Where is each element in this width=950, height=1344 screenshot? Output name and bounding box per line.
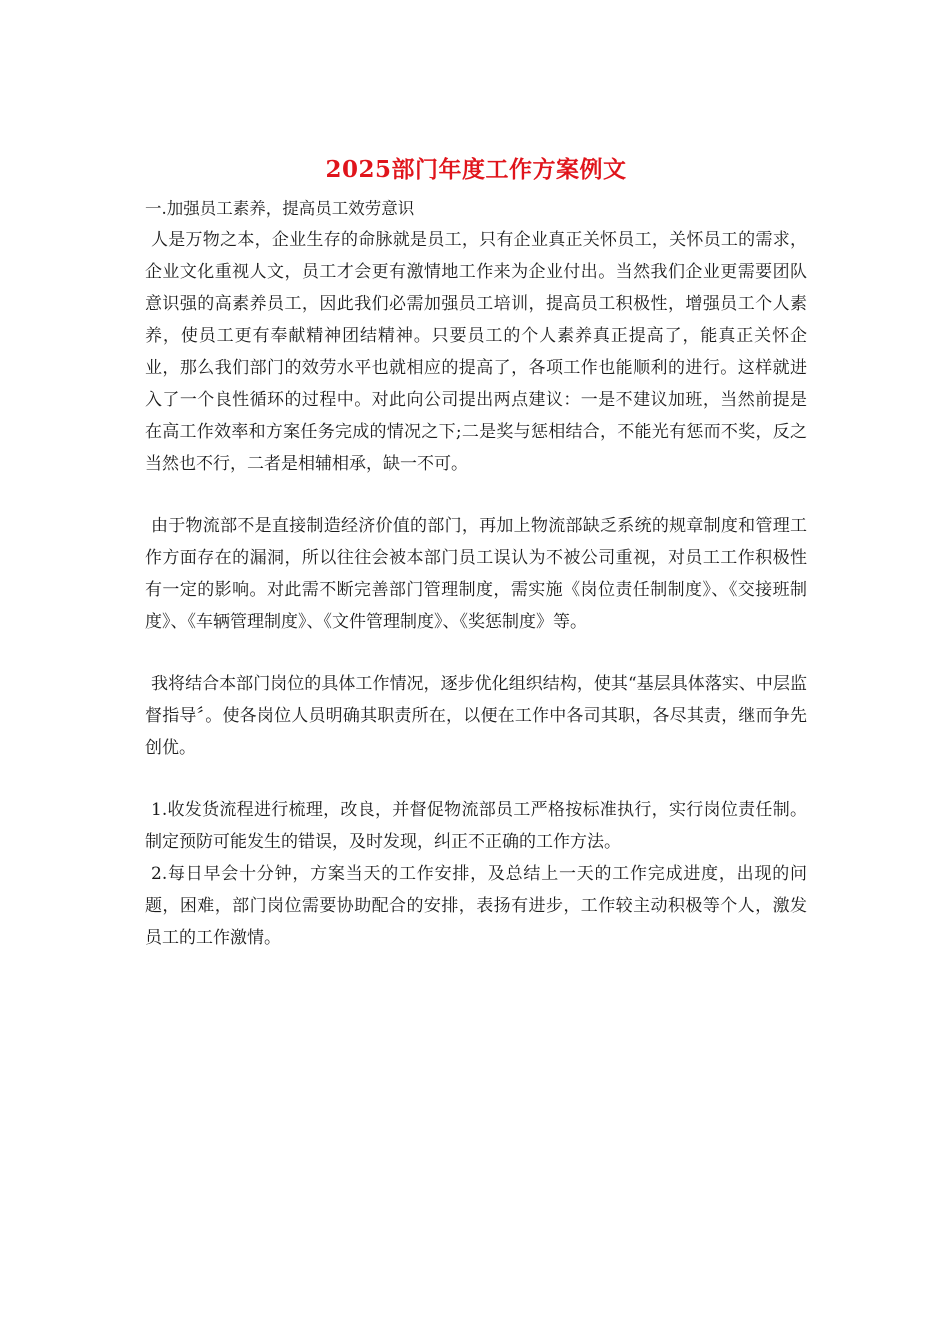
paragraph-spacer xyxy=(145,764,807,794)
document-title: 2025部门年度工作方案例文 xyxy=(325,156,627,183)
paragraph-spacer xyxy=(145,480,807,510)
list-item-morning-meeting: 2.每日早会十分钟，方案当天的工作安排，及总结上一天的工作完成进度，出现的问题，困难，部门岗位需要协助配合的安排，表扬有进步，工作较主动积极等个人，激发员工的工作激情。 xyxy=(145,864,807,948)
paragraph-management-system: 由于物流部不是直接制造经济价值的部门，再加上物流部缺乏系统的规章制度和管理工作方面存在的漏洞，所以往往会被本部门员工误认为不被公司重视，对员工工作积极性有一定的影响。对此需不断完善部门管理制度，需实施《岗位责任制制度》、《交接班制度》、《车辆管理制度》、《文件管理制度》、《奖惩制度》等。 xyxy=(145,516,807,632)
paragraph-org-structure: 我将结合本部门岗位的具体工作情况，逐步优化组织结构，使其“基层具体落实、中层监督指导〞。使各岗位人员明确其职责所在，以便在工作中各司其职，各尽其责，继而争先创优。 xyxy=(145,674,807,758)
section-heading: 一.加强员工素养，提高员工效劳意识 xyxy=(145,199,415,218)
document-body xyxy=(145,150,807,954)
list-item-process-review: 1.收发货流程进行梳理，改良，并督促物流部员工严格按标准执行，实行岗位责任制。制定预防可能发生的错误，及时发现，纠正不正确的工作方法。 xyxy=(145,800,807,852)
paragraph-spacer xyxy=(145,638,807,668)
paragraph-employee-quality: 人是万物之本，企业生存的命脉就是员工，只有企业真正关怀员工，关怀员工的需求，企业文化重视人文，员工才会更有激情地工作来为企业付出。当然我们企业更需要团队意识强的高素养员工，因此我们必需加强员工培训，提高员工积极性，增强员工个人素养，使员工更有奉献精神团结精神。只要员工的个人素养真正提高了，能真正关怀企业，那么我们部门的效劳水平也就相应的提高了，各项工作也能顺利的进行。这样就进入了一个良性循环的过程中。对此向公司提出两点建议：一是不建议加班，当然前提是在高工作效率和方案任务完成的情况之下;二是奖与惩相结合，不能光有惩而不奖，反之当然也不行，二者是相辅相承，缺一不可。 xyxy=(145,230,807,474)
